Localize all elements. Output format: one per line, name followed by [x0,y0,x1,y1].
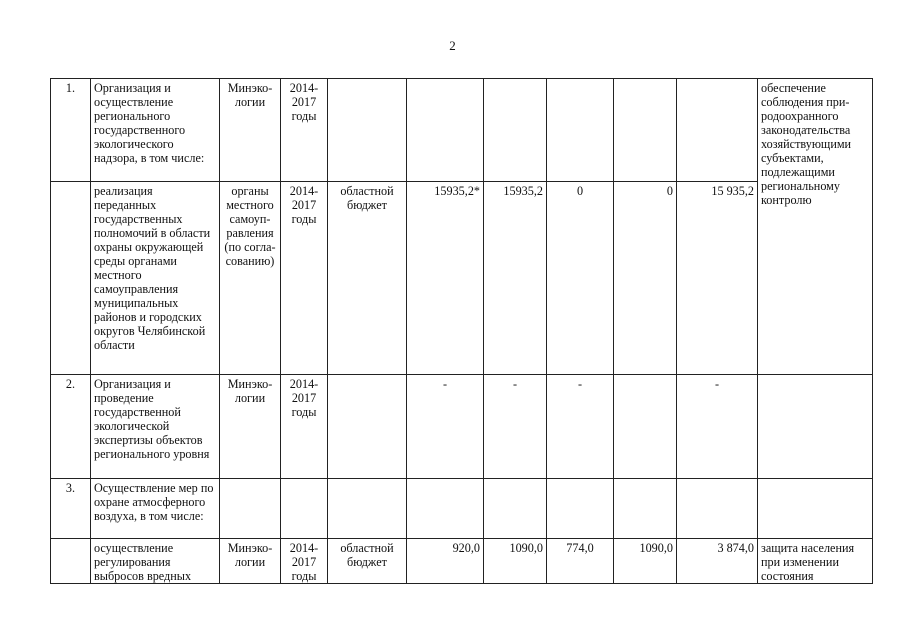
value-2016 [547,79,614,182]
value-2017: 1090,0 [614,539,677,584]
funding-source [328,79,407,182]
value-2017 [614,375,677,479]
term: 2014-2017 годы [281,539,328,584]
value-2016: - [547,375,614,479]
activity-name: осуществление регулирования выбросов вредных [91,539,220,584]
expected-result: защита населения при изменении состояния [758,539,873,584]
funding-source [328,479,407,539]
expected-result [758,375,873,479]
row-number [51,182,91,375]
table-row [51,375,873,479]
term: 2014-2017 годы [281,182,328,375]
value-2016 [547,479,614,539]
table-row [51,479,873,539]
value-2014 [407,479,484,539]
value-2014: 15935,2* [407,182,484,375]
value-total: - [677,375,758,479]
row-number [51,539,91,584]
value-2017 [614,79,677,182]
value-2015: 15935,2 [484,182,547,375]
executor: Минэко-логии [220,539,281,584]
executor [220,479,281,539]
value-2017 [614,479,677,539]
value-2016: 0 [547,182,614,375]
expected-result [758,479,873,539]
value-total: 15 935,2 [677,182,758,375]
expected-result: обеспечение соблюдения при-родоохранного законодательства хозяйствующими субъектами, подлежащими региональному контролю [758,79,873,375]
value-2015 [484,479,547,539]
term: 2014-2017 годы [281,375,328,479]
executor: Минэко-логии [220,375,281,479]
term: 2014-2017 годы [281,79,328,182]
executor: Минэко-логии [220,79,281,182]
value-2016: 774,0 [547,539,614,584]
row-number: 1. [51,79,91,182]
value-2014: - [407,375,484,479]
executor: органы местного самоуп-равления (по согла-сованию) [220,182,281,375]
row-number: 3. [51,479,91,539]
value-2015 [484,79,547,182]
page-number: 2 [449,38,456,53]
funding-source: областной бюджет [328,539,407,584]
table-row [51,79,873,182]
term [281,479,328,539]
activity-name: Организация и осуществление регионального государственного экологического надзора, в том числе: [91,79,220,182]
value-total [677,479,758,539]
value-2015: - [484,375,547,479]
value-2015: 1090,0 [484,539,547,584]
funding-source: областной бюджет [328,182,407,375]
value-2017: 0 [614,182,677,375]
value-2014: 920,0 [407,539,484,584]
value-total [677,79,758,182]
value-total: 3 874,0 [677,539,758,584]
activity-name: Организация и проведение государственной экологической экспертизы объектов регионального уровня [91,375,220,479]
table-row [51,182,873,375]
activity-name: Осуществление мер по охране атмосферного воздуха, в том числе: [91,479,220,539]
table-row [51,539,873,584]
value-2014 [407,79,484,182]
row-number: 2. [51,375,91,479]
program-activities-table [50,78,873,584]
activity-name: реализация переданных государственных полномочий в области охраны окружающей среды органами местного самоуправления муниципальных районов и городских округов Челябинской области [91,182,220,375]
funding-source [328,375,407,479]
